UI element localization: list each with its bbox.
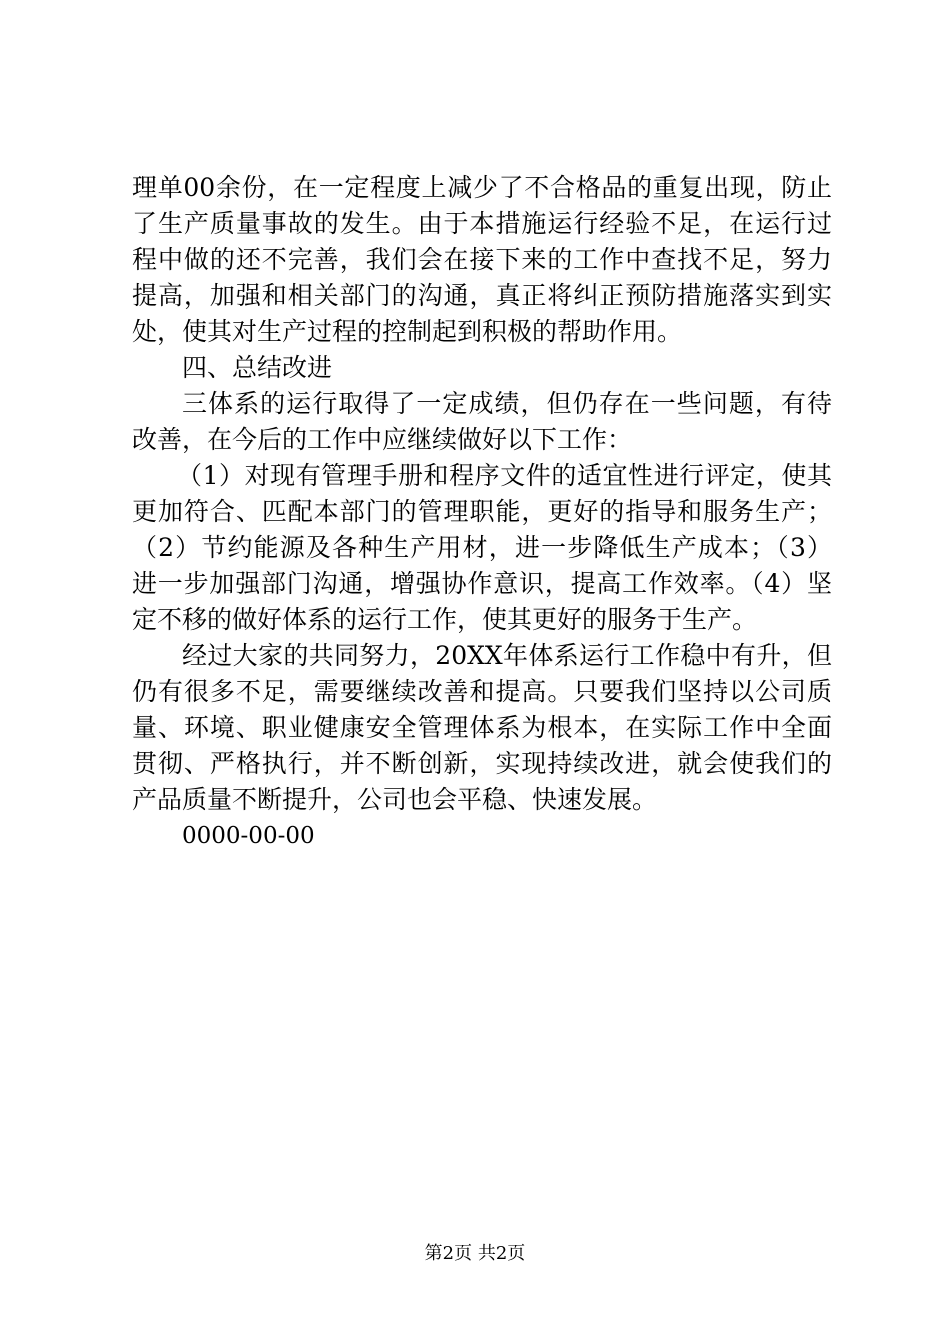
text-line: 更加符合、匹配本部门的管理职能，更好的指导和服务生产；	[132, 497, 832, 526]
text-line: （2）节约能源及各种生产用材，进一步降低生产成本；（3）	[132, 533, 832, 562]
page-footer: 第2页 共2页	[424, 1243, 526, 1264]
text-line: 处，使其对生产过程的控制起到积极的帮助作用。	[132, 317, 683, 346]
text-line: 理单00余份，在一定程度上减少了不合格品的重复出现，防止	[132, 173, 832, 202]
section-heading: 四、总结改进	[182, 353, 333, 382]
text-line: （1）对现有管理手册和程序文件的适宜性进行评定，使其	[177, 461, 832, 490]
text-line: 提高，加强和相关部门的沟通，真正将纠正预防措施落实到实	[132, 281, 832, 310]
text-line: 产品质量不断提升，公司也会平稳、快速发展。	[132, 785, 658, 814]
text-line: 进一步加强部门沟通，增强协作意识，提高工作效率。（4）坚	[132, 569, 832, 598]
paragraph-corrective-measures	[132, 170, 832, 350]
text-line: 贯彻、严格执行，并不断创新，实现持续改进，就会使我们的	[132, 749, 832, 778]
document-date: 0000-00-00	[182, 823, 315, 849]
text-line: 仍有很多不足，需要继续改善和提高。只要我们坚持以公司质	[132, 677, 832, 706]
paragraph-improvement-items	[132, 458, 832, 638]
text-line: 三体系的运行取得了一定成绩，但仍存在一些问题，有待	[182, 389, 832, 418]
document-body	[132, 170, 832, 854]
text-line: 定不移的做好体系的运行工作，使其更好的服务于生产。	[132, 605, 758, 634]
text-line: 量、环境、职业健康安全管理体系为根本，在实际工作中全面	[132, 713, 832, 742]
text-line: 了生产质量事故的发生。由于本措施运行经验不足，在运行过	[132, 209, 832, 238]
text-line: 改善，在今后的工作中应继续做好以下工作：	[132, 425, 633, 454]
text-line: 程中做的还不完善，我们会在接下来的工作中查找不足，努力	[132, 245, 832, 274]
paragraph-summary-intro	[132, 386, 832, 458]
text-line: 经过大家的共同努力，20XX年体系运行工作稳中有升，但	[182, 641, 832, 670]
paragraph-conclusion	[132, 638, 832, 818]
